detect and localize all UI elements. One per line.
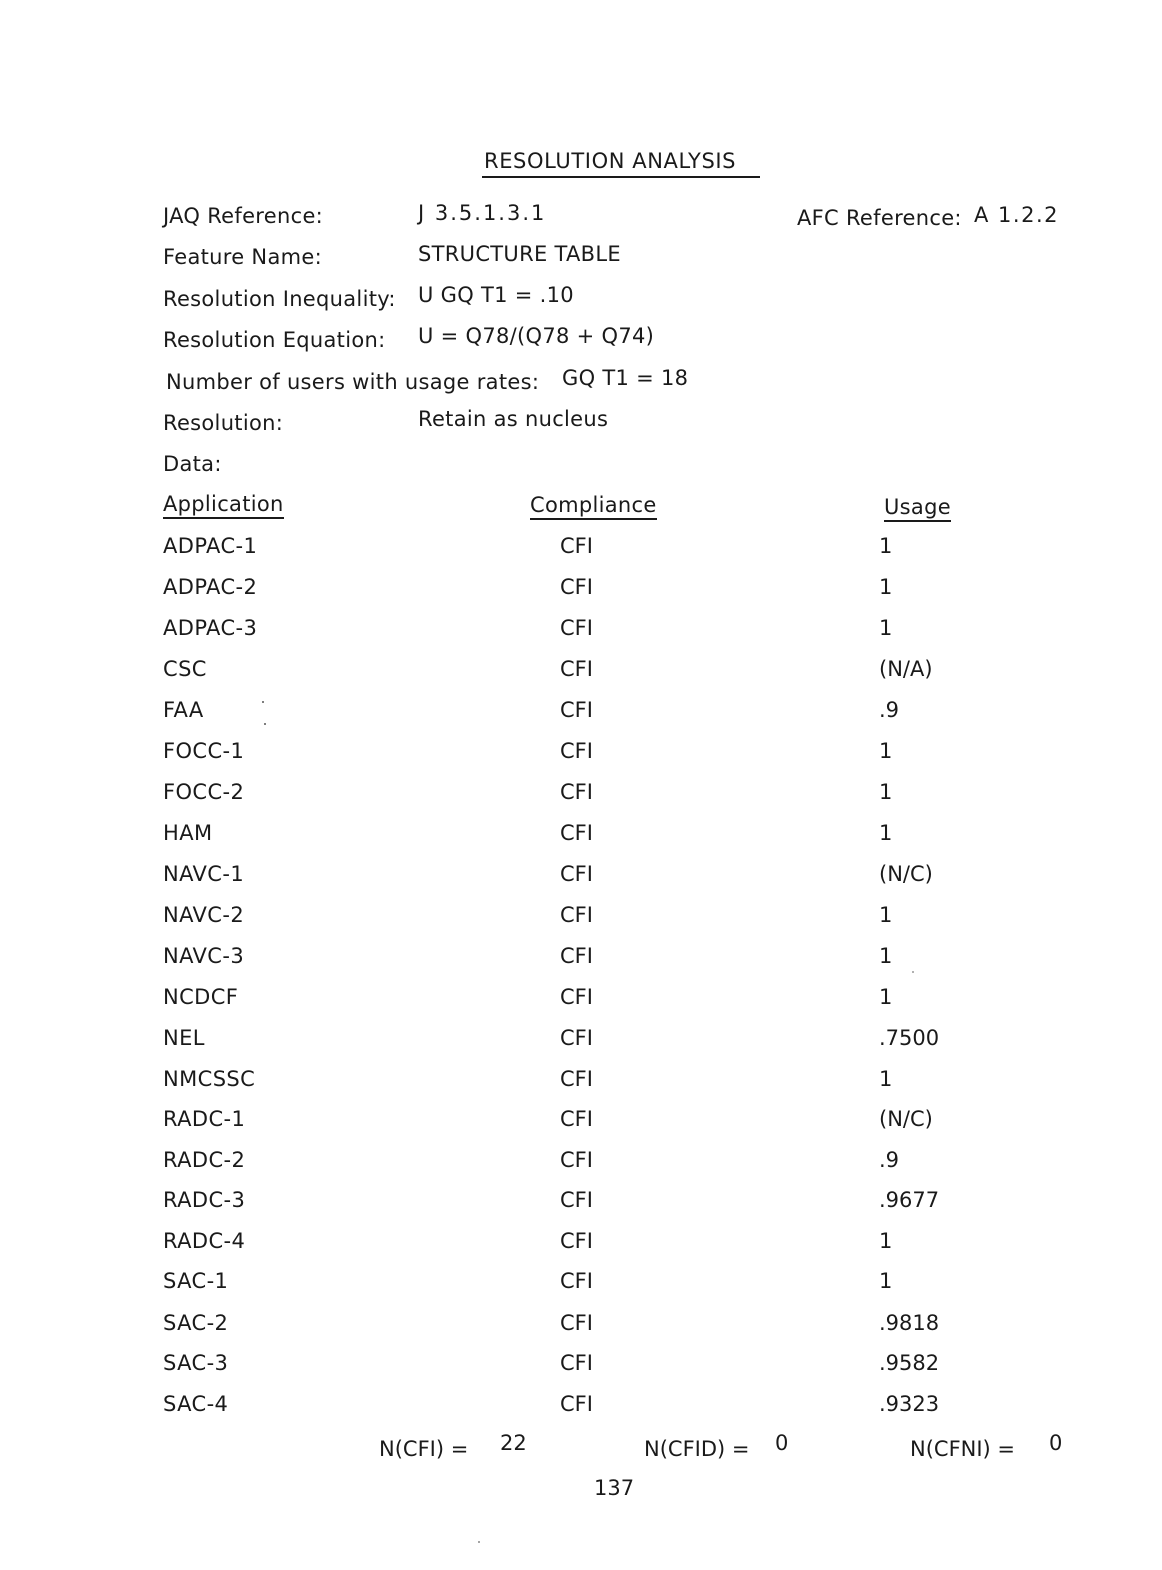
usage-cell: 1 xyxy=(879,616,893,640)
table-row xyxy=(0,1228,1162,1258)
table-row xyxy=(0,1066,1162,1096)
n-cfni-value: 0 xyxy=(1049,1431,1063,1455)
application-cell: NAVC-3 xyxy=(163,944,245,968)
application-cell: RADC-3 xyxy=(163,1188,246,1212)
jaq-reference-label: JAQ Reference: xyxy=(163,204,324,228)
compliance-cell: CFI xyxy=(560,862,593,886)
compliance-cell: CFI xyxy=(560,944,593,968)
usage-cell: 1 xyxy=(879,780,893,804)
usage-cell: .9582 xyxy=(879,1351,940,1375)
n-cfid-label: N(CFID) = xyxy=(644,1437,750,1461)
feature-name-label: Feature Name: xyxy=(163,245,322,269)
afc-reference-value: A 1.2.2 xyxy=(974,203,1059,227)
application-cell: RADC-1 xyxy=(163,1107,246,1131)
usage-cell: 1 xyxy=(879,575,893,599)
usage-cell: (N/A) xyxy=(879,657,933,681)
table-row xyxy=(0,1391,1162,1421)
data-label: Data: xyxy=(163,452,222,476)
compliance-cell: CFI xyxy=(560,1107,593,1131)
page-number: 137 xyxy=(594,1476,635,1500)
application-cell: FAA xyxy=(163,698,204,722)
feature-name-value: STRUCTURE TABLE xyxy=(418,242,621,266)
compliance-cell: CFI xyxy=(560,1026,593,1050)
compliance-cell: CFI xyxy=(560,575,593,599)
scan-speck xyxy=(478,1541,480,1543)
table-row xyxy=(0,1350,1162,1380)
table-row xyxy=(0,615,1162,645)
application-cell: FOCC-1 xyxy=(163,739,245,763)
users-with-usage-label: Number of users with usage rates: xyxy=(166,370,540,394)
table-row xyxy=(0,738,1162,768)
resolution-value: Retain as nucleus xyxy=(418,407,609,431)
application-cell: NMCSSC xyxy=(163,1067,256,1091)
compliance-cell: CFI xyxy=(560,698,593,722)
compliance-cell: CFI xyxy=(560,1067,593,1091)
application-cell: ADPAC-3 xyxy=(163,616,258,640)
compliance-cell: CFI xyxy=(560,616,593,640)
application-cell: NAVC-2 xyxy=(163,903,245,927)
table-row xyxy=(0,984,1162,1014)
table-row xyxy=(0,779,1162,809)
compliance-cell: CFI xyxy=(560,534,593,558)
compliance-cell: CFI xyxy=(560,1351,593,1375)
usage-cell: .7500 xyxy=(879,1026,940,1050)
title-underline xyxy=(482,176,760,178)
scan-speck xyxy=(262,701,264,703)
scan-speck xyxy=(264,723,266,725)
compliance-cell: CFI xyxy=(560,1392,593,1416)
scan-speck xyxy=(912,971,914,973)
usage-cell: (N/C) xyxy=(879,1107,933,1131)
resolution-inequality-value: U GQ T1 = .10 xyxy=(418,283,574,307)
usage-cell: 1 xyxy=(879,534,893,558)
usage-cell: 1 xyxy=(879,1067,893,1091)
application-cell: SAC-2 xyxy=(163,1311,229,1335)
compliance-cell: CFI xyxy=(560,780,593,804)
afc-reference-label: AFC Reference: xyxy=(797,206,962,230)
usage-cell: 1 xyxy=(879,1269,893,1293)
usage-cell: .9 xyxy=(879,698,900,722)
compliance-column-header: Compliance xyxy=(530,492,657,518)
usage-cell: 1 xyxy=(879,821,893,845)
application-cell: NCDCF xyxy=(163,985,239,1009)
usage-cell: .9323 xyxy=(879,1392,940,1416)
n-cfi-label: N(CFI) = xyxy=(379,1437,469,1461)
compliance-cell: CFI xyxy=(560,1188,593,1212)
n-cfi-value: 22 xyxy=(500,1431,527,1455)
compliance-cell: CFI xyxy=(560,1229,593,1253)
application-cell: ADPAC-2 xyxy=(163,575,258,599)
compliance-cell: CFI xyxy=(560,985,593,1009)
table-row xyxy=(0,943,1162,973)
usage-cell: 1 xyxy=(879,944,893,968)
compliance-cell: CFI xyxy=(560,903,593,927)
usage-cell: .9818 xyxy=(879,1311,940,1335)
usage-cell: 1 xyxy=(879,739,893,763)
compliance-cell: CFI xyxy=(560,1311,593,1335)
application-cell: RADC-4 xyxy=(163,1229,246,1253)
usage-cell: .9 xyxy=(879,1148,900,1172)
table-row xyxy=(0,1268,1162,1298)
application-cell: SAC-4 xyxy=(163,1392,229,1416)
application-cell: FOCC-2 xyxy=(163,780,245,804)
n-cfid-value: 0 xyxy=(775,1431,789,1455)
table-row xyxy=(0,533,1162,563)
table-row xyxy=(0,861,1162,891)
application-cell: NAVC-1 xyxy=(163,862,245,886)
resolution-equation-value: U = Q78/(Q78 + Q74) xyxy=(418,324,655,348)
compliance-cell: CFI xyxy=(560,821,593,845)
resolution-inequality-label: Resolution Inequality: xyxy=(163,287,396,311)
table-row xyxy=(0,1106,1162,1136)
page-title: RESOLUTION ANALYSIS xyxy=(484,149,737,173)
compliance-cell: CFI xyxy=(560,1148,593,1172)
application-cell: SAC-1 xyxy=(163,1269,229,1293)
compliance-cell: CFI xyxy=(560,657,593,681)
usage-cell: (N/C) xyxy=(879,862,933,886)
table-row xyxy=(0,1147,1162,1177)
application-column-header: Application xyxy=(163,491,284,517)
compliance-cell: CFI xyxy=(560,1269,593,1293)
table-row xyxy=(0,697,1162,727)
jaq-reference-value: J 3.5.1.3.1 xyxy=(418,201,547,225)
users-with-usage-value: GQ T1 = 18 xyxy=(562,366,689,390)
application-cell: CSC xyxy=(163,657,207,681)
table-row xyxy=(0,574,1162,604)
table-row xyxy=(0,1025,1162,1055)
resolution-label: Resolution: xyxy=(163,411,284,435)
table-row xyxy=(0,820,1162,850)
table-row xyxy=(0,902,1162,932)
table-row xyxy=(0,656,1162,686)
application-cell: HAM xyxy=(163,821,213,845)
usage-cell: 1 xyxy=(879,985,893,1009)
usage-cell: 1 xyxy=(879,1229,893,1253)
usage-cell: .9677 xyxy=(879,1188,940,1212)
usage-cell: 1 xyxy=(879,903,893,927)
resolution-equation-label: Resolution Equation: xyxy=(163,328,386,352)
compliance-cell: CFI xyxy=(560,739,593,763)
usage-column-header: Usage xyxy=(884,494,951,520)
application-cell: NEL xyxy=(163,1026,205,1050)
n-cfni-label: N(CFNI) = xyxy=(910,1437,1016,1461)
table-row xyxy=(0,1187,1162,1217)
application-cell: RADC-2 xyxy=(163,1148,246,1172)
application-cell: ADPAC-1 xyxy=(163,534,258,558)
application-cell: SAC-3 xyxy=(163,1351,229,1375)
table-row xyxy=(0,1310,1162,1340)
